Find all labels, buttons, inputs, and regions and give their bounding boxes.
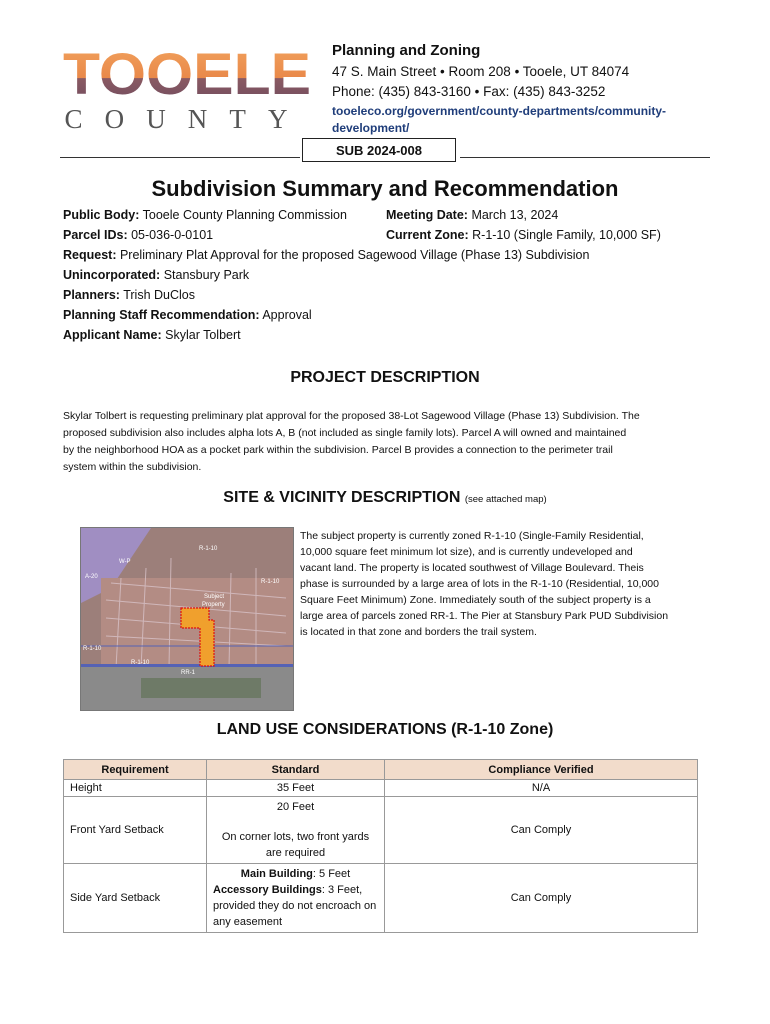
table-header-row [64,760,698,780]
tooele-county-logo [62,44,312,134]
meeting-date: Meeting Date: March 13, 2024 [386,208,559,222]
phone-fax: Phone: (435) 843-3160 • Fax: (435) 843-3252 [332,84,606,99]
public-body: Public Body: Tooele County Planning Commission [63,208,347,222]
request: Request: Preliminary Plat Approval for the proposed Sagewood Village (Phase 13) Subdivision [63,248,590,262]
map-label-r110-a: R-1-10 [199,546,218,552]
table-row [64,780,698,797]
address: 47 S. Main Street • Room 208 • Tooele, UT 84074 [332,64,630,79]
map-label-subject: Subject [204,594,225,600]
vicinity-map [80,527,294,711]
map-label-rr1: RR-1 [181,670,196,676]
header-rule-right [460,157,710,158]
column-header: Compliance Verified [385,760,698,780]
compliance-cell: Can Comply [385,864,698,933]
compliance-cell: Can Comply [385,797,698,864]
requirement-cell: Height [64,780,207,797]
standard-cell: 35 Feet [207,780,385,797]
header-rule-left [60,157,300,158]
land-use-heading: LAND USE CONSIDERATIONS (R-1-10 Zone) [216,721,554,738]
website-link-line1: tooeleco.org/government/county-departments/community- [332,104,667,118]
website-link-line2: development/ [332,121,410,135]
project-description-text: Skylar Tolbert is requesting preliminary plat approval for the proposed 38-Lot Sagewood Village (Phase 13) Subdivision. The proposed subdivision also includes alpha lots A, B (not included as single family lots). Parcel A will owned and maintained by the neighborhood HOA as a pocket park within the subdivision. Parcel B provides a connection to the perimeter trail system within the subdivision. [63,410,640,473]
table-row [64,797,698,864]
standard-cell: Main Building: 5 Feet Accessory Buildings: 3 Feet, provided they do not encroach on any easement [207,864,385,933]
unincorporated: Unincorporated: Stansbury Park [63,268,250,282]
map-label-wp: W-P [119,559,131,565]
case-number-box: SUB 2024-008 [302,138,456,162]
land-use-table [63,759,698,933]
requirement-cell: Side Yard Setback [64,864,207,933]
column-header: Requirement [64,760,207,780]
parcel-ids: Parcel IDs: 05-036-0-0101 [63,228,214,242]
staff-recommendation: Planning Staff Recommendation: Approval [63,308,312,322]
site-vicinity-heading: SITE & VICINITY DESCRIPTION (see attached map) [223,489,547,506]
planners: Planners: Trish DuClos [63,288,195,302]
column-header: Standard [207,760,385,780]
map-label-r110-b: R-1-10 [261,579,280,585]
project-description-heading: PROJECT DESCRIPTION [290,369,480,386]
website-link[interactable] [332,103,732,137]
logo-bottom-text: COUNTY [64,104,310,134]
logo-top-text: TOOELE [63,44,311,107]
page-title: Subdivision Summary and Recommendation [151,176,619,201]
current-zone: Current Zone: R-1-10 (Single Family, 10,000 SF) [386,228,661,242]
table-row [64,864,698,933]
department-name: Planning and Zoning [332,42,481,59]
requirement-cell: Front Yard Setback [64,797,207,864]
standard-cell: 20 Feet On corner lots, two front yards are required [207,797,385,864]
map-label-r110-d: R-1-10 [131,660,150,666]
applicant-name: Applicant Name: Skylar Tolbert [63,328,241,342]
map-label-r110-c: R-1-10 [83,646,102,652]
map-label-property: Property [202,602,225,608]
site-vicinity-text: The subject property is currently zoned R-1-10 (Single-Family Residential, 10,000 square feet minimum lot size), and is currently undeveloped and vacant land. The property is located southwest of Village Boulevard. Theis phase is surrounded by a large area of lots in the R-1-10 (Residential, 10,000 Square Feet Minimum) Zone. Immediately south of the subject property is a large area of parcels zoned RR-1. The Pier at Stansbury Park PUD Subdivision is located in that zone and borders the trail system. [300,530,669,638]
compliance-cell: N/A [385,780,698,797]
map-label-a20: A-20 [85,574,98,580]
